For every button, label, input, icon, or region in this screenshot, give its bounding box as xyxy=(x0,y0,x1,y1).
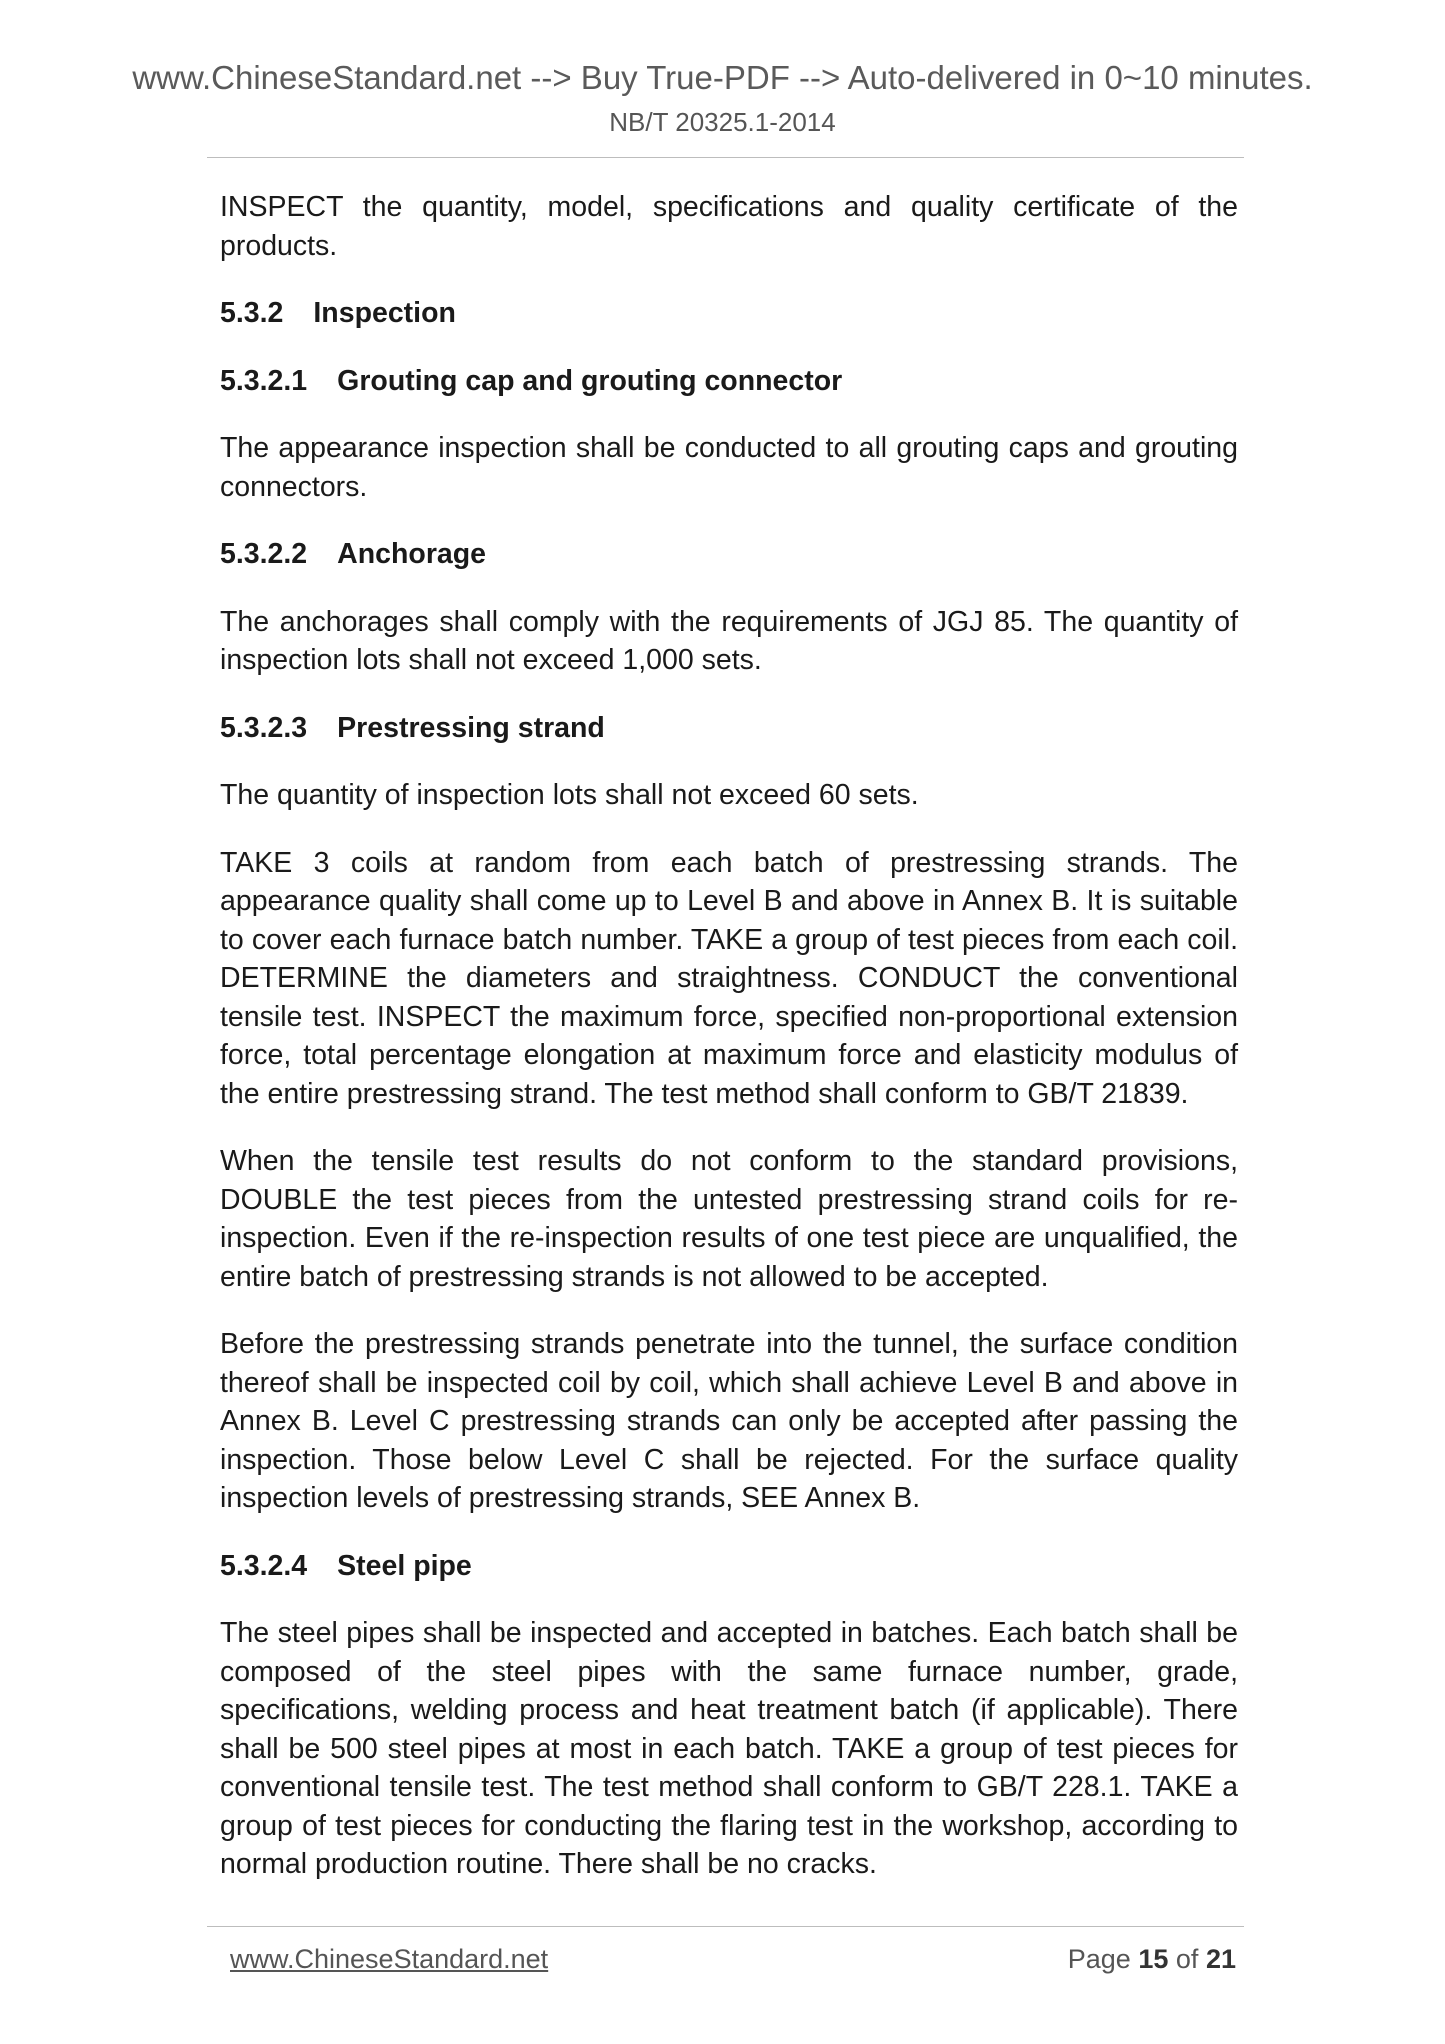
section-title: Grouting cap and grouting connector xyxy=(337,364,843,397)
document-body xyxy=(220,188,1238,1913)
paragraph-anchorage: The anchorages shall comply with the requirements of JGJ 85. The quantity of inspection lots shall not exceed 1,000 sets. xyxy=(220,605,1238,676)
footer-divider xyxy=(207,1926,1244,1927)
section-heading-5-3-2-3 xyxy=(220,709,1238,748)
of-word: of xyxy=(1175,1944,1199,1974)
section-title: Steel pipe xyxy=(337,1549,472,1582)
standard-code: NB/T 20325.1-2014 xyxy=(609,107,836,137)
section-number: 5.3.2.3 xyxy=(220,711,308,744)
section-heading-5-3-2-2 xyxy=(220,535,1238,574)
section-heading-5-3-2-4 xyxy=(220,1547,1238,1586)
section-number: 5.3.2.1 xyxy=(220,364,308,397)
paragraph-strand-sampling: TAKE 3 coils at random from each batch of prestressing strands. The appearance quality shall come up to Level B and above in Annex B. It is suitable to cover each furnace batch number. TAKE a group of test pieces from each coil. DETERMINE the diameters and straightness. CONDUCT the conventional tensile test. INSPECT the maximum force, specified non-proportional extension force, total percentage elongation at maximum force and elasticity modulus of the entire prestressing strand. The test method shall conform to GB/T 21839. xyxy=(220,846,1238,1110)
section-heading-5-3-2 xyxy=(220,294,1238,333)
section-heading-5-3-2-1 xyxy=(220,362,1238,401)
section-title: Anchorage xyxy=(337,538,487,570)
section-number: 5.3.2 xyxy=(220,297,284,329)
section-number: 5.3.2.4 xyxy=(220,1549,308,1582)
paragraph-strand-reinspection: When the tensile test results do not conform to the standard provisions, DOUBLE the test pieces from the untested prestressing strand coils for re-inspection. Even if the re-inspection results of one test piece are unqualified, the entire batch of prestressing strands is not allowed to be accepted. xyxy=(220,1145,1238,1293)
paragraph-steel-pipe: The steel pipes shall be inspected and accepted in batches. Each batch shall be composed of the steel pipes with the same furnace number, grade, specifications, welding process and heat treatment batch (if applicable). There shall be 500 steel pipes at most in each batch. TAKE a group of test pieces for conventional tensile test. The test method shall conform to GB/T 228.1. TAKE a group of test pieces for conducting the flaring test in the workshop, according to normal production routine. There shall be no cracks. xyxy=(220,1617,1238,1880)
footer-site-link[interactable]: www.ChineseStandard.net xyxy=(230,1944,549,1974)
section-title: Inspection xyxy=(313,297,456,329)
page-indicator xyxy=(1068,1942,1236,1976)
page-current: 15 xyxy=(1138,1944,1169,1974)
paragraph-strand-lots: The quantity of inspection lots shall not exceed 60 sets. xyxy=(220,779,919,811)
top-banner: www.ChineseStandard.net --> Buy True-PDF --> Auto-delivered in 0~10 minutes. xyxy=(132,59,1313,96)
paragraph-grouting: The appearance inspection shall be conducted to all grouting caps and grouting connectors. xyxy=(220,432,1238,503)
section-number: 5.3.2.2 xyxy=(220,538,308,570)
section-title: Prestressing strand xyxy=(337,711,605,744)
page-word: Page xyxy=(1067,1944,1131,1974)
header-divider xyxy=(207,157,1244,158)
page-total: 21 xyxy=(1205,1944,1236,1974)
paragraph-strand-surface: Before the prestressing strands penetrate into the tunnel, the surface condition thereof shall be inspected coil by coil, which shall achieve Level B and above in Annex B. Level C prestressing strands can only be accepted after passing the inspection. Those below Level C shall be rejected. For the surface quality inspection levels of prestressing strands, SEE Annex B. xyxy=(220,1328,1238,1514)
intro-paragraph: INSPECT the quantity, model, specifications and quality certificate of the products. xyxy=(220,191,1238,262)
